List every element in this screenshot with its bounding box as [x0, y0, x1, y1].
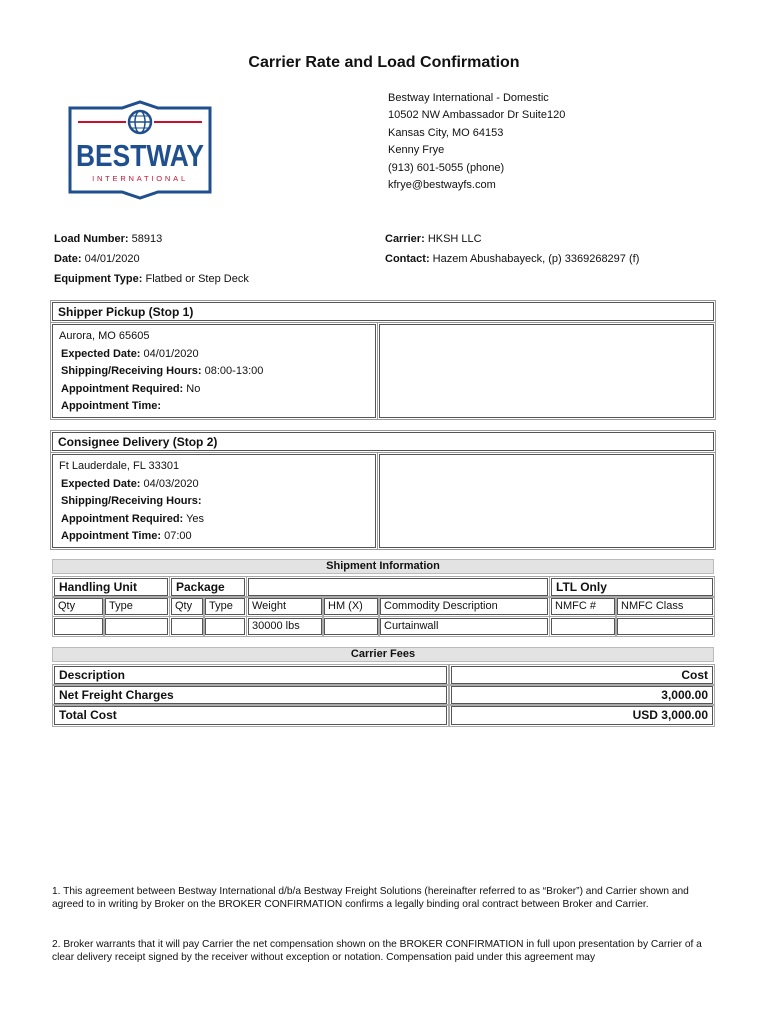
consignee-section [52, 432, 714, 548]
row-package-qty [171, 618, 203, 635]
consignee-details [52, 454, 376, 548]
company-phone: (913) 601-5055 (phone) [388, 161, 505, 174]
column-package-type: Type [205, 598, 245, 615]
company-name: Bestway International - Domestic [388, 92, 549, 104]
company-address-block [388, 90, 565, 194]
consignee-appointment-required: Appointment Required: Yes [61, 512, 205, 525]
carrier-name: Carrier: HKSH LLC [385, 233, 482, 245]
terms-paragraph-1: 1. This agreement between Bestway International d/b/a Bestway Freight Solutions (hereinafter referred to as “Broker”) and Carrier shown and agreed to in writing by Broker on the BROKER CONFIRMATION confirms a legally binding oral contract between Broker and Carrier. [52, 886, 689, 910]
carrier-fees-bar: Carrier Fees [52, 647, 714, 662]
page-title: Carrier Rate and Load Confirmation [248, 54, 520, 71]
net-freight-label: Net Freight Charges [54, 686, 447, 704]
company-email[interactable]: kfrye@bestwayfs.com [388, 179, 496, 192]
shipper-expected-date: Expected Date: 04/01/2020 [61, 347, 199, 360]
logo-word: BESTWAY [76, 138, 205, 173]
shipper-notes-box [379, 324, 714, 418]
column-weight: Weight [248, 598, 322, 615]
consignee-notes-box [379, 454, 714, 548]
handling-unit-header: Handling Unit [54, 578, 168, 596]
shipper-details [52, 324, 376, 418]
column-package-qty: Qty [171, 598, 203, 615]
shipper-address: Aurora, MO 65605 [59, 330, 150, 342]
consignee-address: Ft Lauderdale, FL 33301 [59, 460, 180, 472]
company-street: 10502 NW Ambassador Dr Suite120 [388, 109, 566, 122]
column-commodity: Commodity Description [380, 598, 548, 615]
shipment-information-bar: Shipment Information [52, 559, 714, 574]
column-hazmat: HM (X) [324, 598, 378, 615]
total-cost-value: USD 3,000.00 [451, 706, 713, 725]
company-city: Kansas City, MO 64153 [388, 126, 504, 139]
row-weight: 30000 lbs [248, 618, 322, 635]
consignee-hours: Shipping/Receiving Hours: [61, 495, 202, 507]
column-handling-type: Type [105, 598, 168, 615]
equipment-type: Equipment Type: Flatbed or Step Deck [54, 273, 249, 285]
shipper-section [52, 302, 714, 418]
load-date: Date: 04/01/2020 [54, 253, 140, 265]
net-freight-value: 3,000.00 [451, 686, 713, 704]
row-nmfc-number [551, 618, 615, 635]
row-nmfc-class [617, 618, 713, 635]
column-nmfc-number: NMFC # [551, 598, 615, 615]
package-header: Package [171, 578, 245, 596]
fees-description-header: Description [54, 666, 447, 684]
shipper-appointment-required: Appointment Required: No [61, 382, 201, 395]
row-package-type [205, 618, 245, 635]
total-cost-label: Total Cost [54, 706, 447, 725]
bestway-logo [66, 100, 214, 200]
logo-subtitle: INTERNATIONAL [92, 174, 188, 183]
consignee-appointment-time: Appointment Time: 07:00 [61, 530, 192, 542]
column-handling-qty: Qty [54, 598, 103, 615]
terms-paragraph-2: 2. Broker warrants that it will pay Carrier the net compensation shown on the BROKER CONFIRMATION in full upon presentation by Carrier of a clear delivery receipt signed by the receiver without exception or notation. Compensation paid under this agreement may [52, 939, 702, 963]
shipper-appointment-time: Appointment Time: [61, 400, 162, 412]
shipment-header-blank [248, 578, 548, 596]
consignee-title: Consignee Delivery (Stop 2) [52, 432, 714, 451]
row-handling-type [105, 618, 168, 635]
company-contact: Kenny Frye [388, 144, 445, 157]
carrier-contact: Contact: Hazem Abushabayeck, (p) 3369268297 (f) [385, 253, 640, 265]
row-hazmat [324, 618, 378, 635]
ltl-only-header: LTL Only [551, 578, 713, 596]
shipper-hours: Shipping/Receiving Hours: 08:00-13:00 [61, 365, 264, 377]
row-handling-qty [54, 618, 103, 635]
shipper-title: Shipper Pickup (Stop 1) [52, 302, 714, 321]
fees-cost-header: Cost [451, 666, 713, 684]
load-number: Load Number: 58913 [54, 233, 163, 245]
consignee-expected-date: Expected Date: 04/03/2020 [61, 477, 199, 490]
row-commodity: Curtainwall [380, 618, 548, 635]
column-nmfc-class: NMFC Class [617, 598, 713, 615]
